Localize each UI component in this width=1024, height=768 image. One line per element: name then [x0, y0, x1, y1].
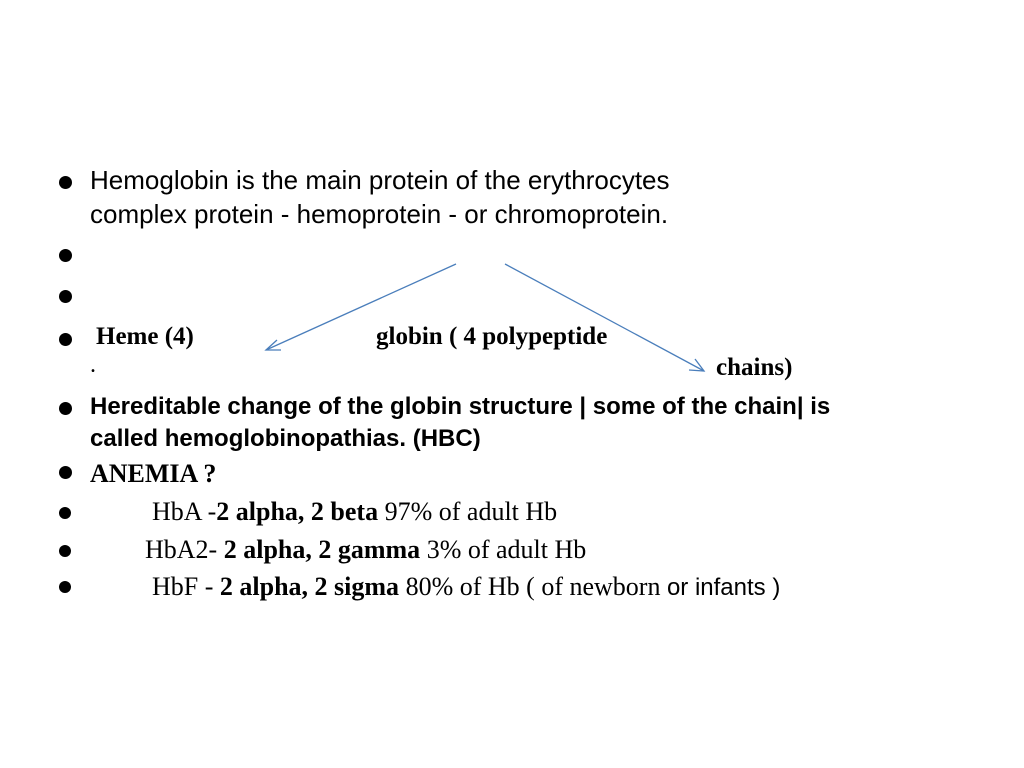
hbf-line	[152, 572, 780, 602]
heme-dot: .	[90, 352, 96, 378]
hbf-name: HbF -	[152, 572, 220, 601]
hereditable-line-2: called hemoglobinopathias. (HBC)	[90, 425, 481, 452]
hba-rest: 97% of adult Hb	[378, 497, 558, 526]
hba2-rest: 3% of adult Hb	[420, 535, 587, 564]
hba-chains: 2 alpha, 2 beta	[216, 497, 379, 526]
hbf-chains: 2 alpha, 2 sigma	[219, 572, 400, 601]
hbf-rest: 80% of Hb ( of newborn	[399, 572, 667, 601]
arrow-to-heme-head	[266, 340, 281, 350]
anemia-label: ANEMIA ?	[90, 459, 217, 488]
hemoglobin-line-1: Hemoglobin is the main protein of the erythrocytes	[90, 165, 670, 195]
hba-name: HbA -	[152, 497, 217, 526]
hba-line	[152, 497, 557, 527]
arrow-to-globin	[505, 264, 704, 371]
hba2-name: HbA2-	[145, 535, 224, 564]
globin-label: globin ( 4 polypeptide	[376, 323, 608, 350]
arrow-to-heme	[266, 264, 456, 350]
heme-label: Heme (4)	[96, 323, 194, 350]
hbf-tail: or infants )	[666, 574, 781, 601]
chains-label: chains)	[716, 354, 793, 381]
hba2-line	[145, 535, 586, 565]
hemoglobin-line-2: complex protein - hemoprotein - or chromoprotein.	[90, 199, 669, 229]
hereditable-line-1: Hereditable change of the globin structure | some of the chain| is	[90, 393, 831, 420]
hba2-chains: 2 alpha, 2 gamma	[223, 535, 421, 564]
